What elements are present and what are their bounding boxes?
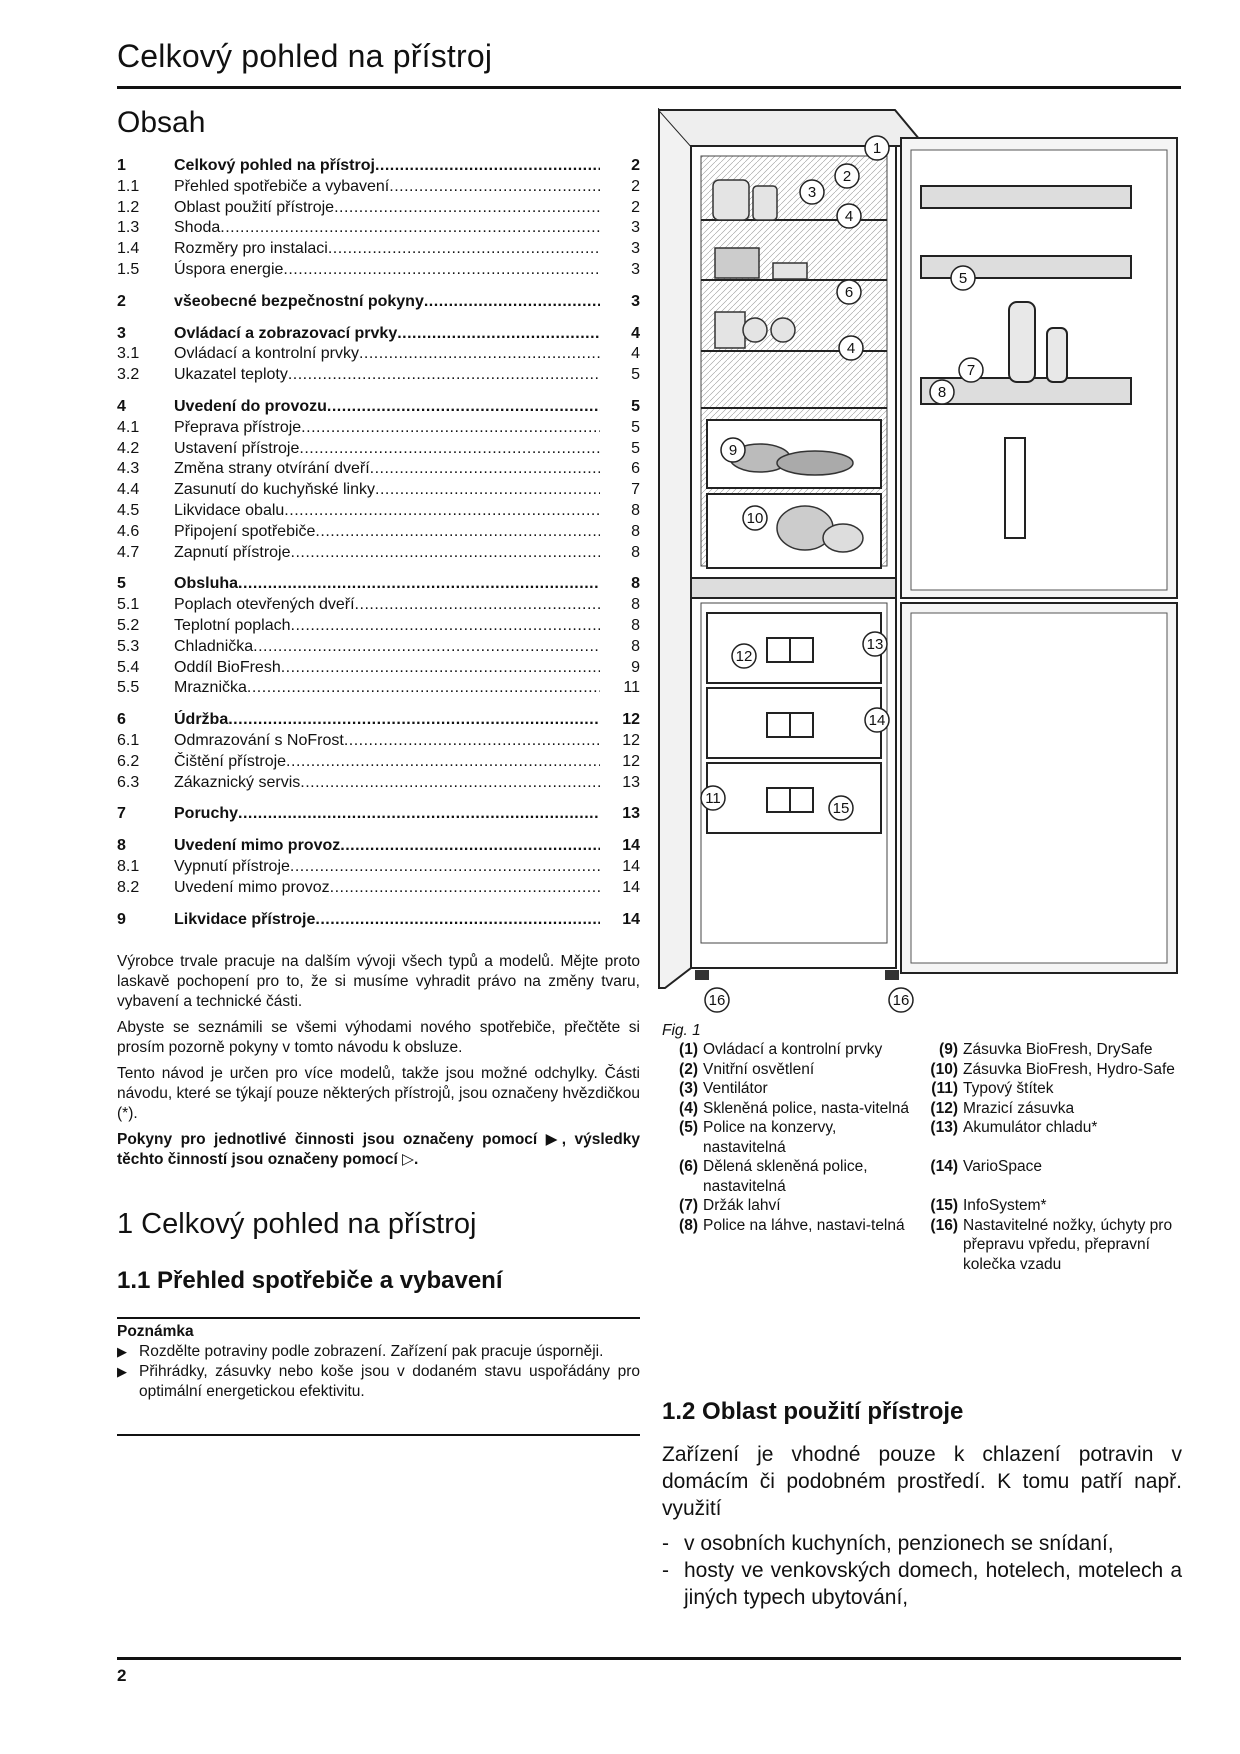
- legend-number: (16): [930, 1216, 958, 1234]
- toc-entry-number: 1.1: [117, 177, 140, 195]
- toc-entry: [117, 678, 640, 699]
- legend-text: VarioSpace: [963, 1158, 1042, 1175]
- toc-leader-dots: [228, 710, 600, 731]
- toc-entry: [117, 501, 640, 522]
- toc-entry-number: 6: [117, 711, 126, 729]
- section-1-heading: 1 Celkový pohled na přístroj: [117, 1208, 477, 1240]
- toc-entry: [117, 595, 640, 616]
- callout-16b: [889, 988, 913, 1012]
- toc-entry-page: 8: [631, 522, 640, 540]
- note-title: Poznámka: [117, 1323, 194, 1340]
- legend-text: Skleněná police, nasta-vitelná: [703, 1099, 909, 1117]
- toc-entry-label: Údržba: [174, 711, 229, 729]
- legend-number: (4): [679, 1099, 698, 1117]
- fridge-door: [901, 138, 1177, 973]
- legend-row: [662, 1060, 1182, 1080]
- callout-12: [732, 644, 756, 668]
- toc-entry-number: 4.6: [117, 522, 140, 540]
- toc-entry-label: Likvidace přístroje: [174, 910, 316, 928]
- toc-entry-label: Čištění přístroje: [174, 752, 287, 770]
- toc-entry: [117, 857, 640, 878]
- toc-leader-dots: [315, 522, 600, 543]
- legend-number: (6): [679, 1158, 698, 1175]
- toc-entry: [117, 480, 640, 501]
- intro-paragraph: Tento návod je určen pro více modelů, takže jsou možné odchylky. Části návodu, které se týkají pouze některých přístrojů, jsou označeny hvězdičkou (*).: [117, 1065, 640, 1122]
- toc-entry-page: 8: [631, 596, 640, 614]
- toc-entry-number: 2: [117, 292, 126, 310]
- toc-leader-dots: [238, 574, 600, 595]
- toc-entry-number: 7: [117, 805, 126, 823]
- toc-leader-dots: [375, 156, 600, 177]
- toc-entry-number: 5.4: [117, 658, 140, 676]
- legend-number: (2): [679, 1060, 698, 1078]
- toc-entry-page: 3: [631, 240, 640, 258]
- toc-entry-page: 8: [631, 575, 640, 593]
- legend-text: Vnitřní osvětlení: [703, 1060, 815, 1078]
- svg-text:4: 4: [846, 340, 856, 357]
- toc-entry-number: 3.2: [117, 366, 140, 384]
- toc-entry-page: 4: [631, 345, 640, 363]
- toc-entry-label: Poruchy: [174, 805, 239, 823]
- section-1-1-heading: 1.1 Přehled spotřebiče a vybavení: [117, 1267, 503, 1294]
- callout-14: [865, 708, 889, 732]
- toc-entry-number: 1.3: [117, 219, 140, 237]
- toc-entry-label: Ovládací a zobrazovací prvky: [174, 324, 398, 342]
- toc-leader-dots: [389, 177, 600, 198]
- svg-text:15: 15: [832, 800, 850, 817]
- toc-entry-label: Zapnutí přístroje: [174, 543, 291, 561]
- toc-entry: [117, 156, 640, 177]
- toc-entry-page: 5: [631, 366, 640, 384]
- toc-entry-page: 11: [623, 679, 640, 697]
- toc-entry-label: Uvedení do provozu: [174, 397, 327, 415]
- callout-8: [930, 380, 954, 404]
- legend-number: (11): [931, 1080, 958, 1097]
- toc-entry: [117, 836, 640, 857]
- callout-3: [800, 180, 824, 204]
- toc-entry-number: 1.5: [117, 260, 140, 278]
- callout-4b: [839, 336, 863, 360]
- toc-leader-dots: [328, 239, 600, 260]
- legend-text: Typový štítek: [963, 1080, 1054, 1097]
- toc-entry: [117, 177, 640, 198]
- toc-entry-number: 5.1: [117, 596, 140, 614]
- toc-entry-page: 8: [631, 543, 640, 561]
- toc-leader-dots: [238, 804, 600, 825]
- toc-entry-label: Celkový pohled na přístroj: [174, 157, 375, 174]
- dash-bullet: -: [662, 1532, 669, 1555]
- toc-entry: [117, 543, 640, 564]
- toc-entry-label: Zasunutí do kuchyňské linky: [174, 481, 375, 499]
- toc-entry-label: Uvedení mimo provoz: [174, 878, 330, 896]
- toc-entry: [117, 658, 640, 679]
- callout-4: [837, 204, 861, 228]
- toc-entry-page: 13: [622, 805, 640, 823]
- toc-entry-label: Připojení spotřebiče: [174, 522, 316, 540]
- svg-text:1: 1: [872, 140, 882, 157]
- toc-entry: [117, 804, 640, 825]
- toc-leader-dots: [355, 595, 600, 616]
- toc-leader-dots: [327, 397, 600, 418]
- legend-text: Zásuvka BioFresh, DrySafe: [963, 1041, 1153, 1058]
- toc-entry-number: 1.4: [117, 240, 140, 258]
- toc-entry-page: 2: [631, 157, 640, 174]
- toc-leader-dots: [340, 836, 600, 857]
- toc-entry-page: 8: [631, 501, 640, 519]
- legend-number: (12): [930, 1099, 958, 1117]
- svg-text:7: 7: [966, 362, 976, 379]
- toc-entry-label: Odmrazování s NoFrost: [174, 731, 344, 749]
- note-item: [117, 1362, 640, 1402]
- action-arrow-icon: ▶: [117, 1344, 127, 1359]
- svg-text:8: 8: [937, 384, 947, 401]
- toc-entry: [117, 731, 640, 752]
- toc-leader-dots: [334, 198, 600, 219]
- toc-title: Obsah: [117, 106, 206, 139]
- callout-15: [829, 796, 853, 820]
- legend-row: [662, 1157, 1182, 1196]
- legend-number: (9): [939, 1041, 958, 1058]
- toc-leader-dots: [315, 910, 600, 931]
- toc-entry-page: 14: [622, 837, 640, 855]
- toc-entry-number: 8.1: [117, 857, 140, 875]
- legend-number: (3): [679, 1080, 698, 1097]
- toc-entry: [117, 418, 640, 439]
- toc-entry-label: Obsluha: [174, 575, 239, 593]
- toc-entry-label: Chladnička: [174, 637, 254, 655]
- toc-entry-page: 14: [622, 910, 640, 928]
- toc-entry-label: Ukazatel teploty: [174, 366, 288, 384]
- table-of-contents: [117, 156, 640, 930]
- toc-entry-page: 2: [631, 177, 640, 195]
- legend-text: Nastavitelné nožky, úchyty pro přepravu vpředu, přepravní kolečka vzadu: [963, 1216, 1173, 1273]
- toc-entry-number: 4.1: [117, 418, 140, 436]
- legend-text: InfoSystem*: [963, 1197, 1047, 1214]
- svg-text:5: 5: [958, 270, 968, 287]
- callout-9: [721, 438, 745, 462]
- svg-text:10: 10: [746, 510, 764, 527]
- toc-entry: [117, 239, 640, 260]
- toc-entry-label: Poplach otevřených dveří: [174, 596, 355, 614]
- intro-paragraph: Pokyny pro jednotlivé činnosti jsou označeny pomocí ▶, výsledky těchto činností jsou označeny pomocí ▷.: [117, 1131, 640, 1168]
- toc-entry: [117, 773, 640, 794]
- toc-entry-page: 3: [631, 219, 640, 237]
- toc-entry-number: 3.1: [117, 345, 140, 363]
- toc-entry-page: 12: [622, 752, 640, 770]
- legend-text: Zásuvka BioFresh, Hydro-Safe: [963, 1060, 1175, 1078]
- toc-entry-label: Uvedení mimo provoz: [174, 837, 341, 855]
- toc-entry-label: Ustavení přístroje: [174, 439, 300, 457]
- action-arrow-icon: ▶: [117, 1364, 127, 1379]
- legend-number: (14): [930, 1158, 958, 1175]
- toc-entry: [117, 910, 640, 931]
- legend-text: Police na láhve, nastavi-telná: [703, 1216, 905, 1234]
- toc-leader-dots: [330, 878, 600, 899]
- toc-entry-number: 1: [117, 157, 126, 174]
- toc-entry: [117, 710, 640, 731]
- toc-entry-number: 5: [117, 575, 126, 593]
- toc-entry-page: 9: [631, 658, 640, 676]
- toc-leader-dots: [424, 292, 600, 313]
- toc-entry-page: 8: [631, 616, 640, 634]
- legend-number: (8): [679, 1216, 698, 1234]
- section-1-2-paragraph: Zařízení je vhodné pouze k chlazení potravin v domácím či podobném prostředí. K tomu patří např. využití: [662, 1443, 1182, 1520]
- toc-entry-label: Rozměry pro instalaci: [174, 240, 328, 258]
- toc-entry-page: 4: [631, 324, 640, 342]
- toc-entry: [117, 459, 640, 480]
- toc-entry-number: 5.3: [117, 637, 140, 655]
- legend-row: [662, 1079, 1182, 1099]
- svg-text:14: 14: [868, 712, 886, 729]
- toc-entry: [117, 752, 640, 773]
- toc-leader-dots: [344, 731, 600, 752]
- toc-entry: [117, 292, 640, 313]
- toc-leader-dots: [286, 752, 600, 773]
- toc-entry-label: Oddíl BioFresh: [174, 658, 281, 676]
- toc-leader-dots: [300, 773, 600, 794]
- callout-7: [959, 358, 983, 382]
- toc-entry: [117, 637, 640, 658]
- note-item-text: Přihrádky, zásuvky nebo koše jsou v dodaném stavu uspořádány pro optimální energetickou efektivitu.: [139, 1363, 640, 1400]
- toc-entry: [117, 574, 640, 595]
- toc-leader-dots: [370, 459, 600, 480]
- toc-entry-page: 5: [631, 439, 640, 457]
- toc-entry: [117, 324, 640, 345]
- svg-text:3: 3: [807, 184, 817, 201]
- legend-number: (15): [930, 1197, 958, 1214]
- note-item: [117, 1342, 640, 1362]
- toc-entry-page: 5: [631, 418, 640, 436]
- toc-entry-page: 14: [622, 857, 640, 875]
- svg-text:12: 12: [735, 648, 753, 665]
- footer-rule: [117, 1657, 1181, 1660]
- toc-entry-label: Ovládací a kontrolní prvky: [174, 345, 359, 363]
- legend-number: (13): [930, 1119, 958, 1136]
- toc-leader-dots: [397, 324, 600, 345]
- intro-paragraph: Abyste se seznámili se všemi výhodami nového spotřebiče, přečtěte si prosím pozorně pokyny v tomto návodu k obsluze.: [117, 1019, 640, 1056]
- toc-entry-label: Shoda: [174, 219, 221, 237]
- legend-number: (10): [930, 1060, 958, 1078]
- legend-number: (5): [679, 1119, 698, 1136]
- toc-entry: [117, 616, 640, 637]
- toc-entry-number: 3: [117, 324, 126, 342]
- toc-entry-number: 5.2: [117, 616, 140, 634]
- svg-text:4: 4: [844, 208, 854, 225]
- note-top-rule: [117, 1317, 640, 1319]
- toc-leader-dots: [359, 344, 600, 365]
- toc-entry-label: Oblast použití přístroje: [174, 198, 335, 216]
- toc-entry-page: 12: [622, 711, 640, 729]
- page-number: 2: [117, 1666, 127, 1685]
- toc-leader-dots: [291, 616, 600, 637]
- toc-leader-dots: [220, 218, 600, 239]
- legend-number: (1): [679, 1041, 698, 1058]
- legend-text: Ventilátor: [703, 1080, 768, 1097]
- note-bottom-rule: [117, 1434, 640, 1436]
- toc-leader-dots: [301, 418, 600, 439]
- toc-entry-page: 3: [631, 260, 640, 278]
- legend-text: Mrazicí zásuvka: [963, 1099, 1075, 1117]
- legend-text: Dělená skleněná police, nastavitelná: [703, 1158, 868, 1195]
- toc-entry: [117, 439, 640, 460]
- toc-leader-dots: [288, 365, 600, 386]
- intro-text: [117, 952, 640, 1176]
- toc-entry: [117, 260, 640, 281]
- fridge-freezer-figure: [655, 108, 1182, 1018]
- toc-entry-number: 4.5: [117, 501, 140, 519]
- callout-13: [863, 632, 887, 656]
- dash-bullet: -: [662, 1559, 669, 1582]
- toc-leader-dots: [290, 857, 600, 878]
- toc-entry-label: Vypnutí přístroje: [174, 857, 290, 875]
- toc-entry-number: 8.2: [117, 878, 140, 896]
- toc-entry-number: 4.4: [117, 481, 140, 499]
- legend-row: [662, 1040, 1182, 1060]
- toc-entry-page: 8: [631, 637, 640, 655]
- legend-number: (7): [679, 1197, 698, 1214]
- toc-entry-number: 6.3: [117, 773, 140, 791]
- toc-entry-page: 2: [631, 198, 640, 216]
- toc-entry-number: 6.2: [117, 752, 140, 770]
- toc-entry-number: 4.3: [117, 460, 140, 478]
- callout-16a: [705, 988, 729, 1012]
- toc-entry-page: 3: [631, 292, 640, 310]
- header-rule: [117, 86, 1181, 89]
- svg-text:9: 9: [728, 442, 738, 459]
- toc-entry-label: Likvidace obalu: [174, 501, 285, 519]
- note-item-text: Rozdělte potraviny podle zobrazení. Zařízení pak pracuje úsporněji.: [139, 1343, 604, 1360]
- toc-entry-number: 1.2: [117, 198, 140, 216]
- toc-leader-dots: [281, 658, 600, 679]
- toc-entry-label: všeobecné bezpečnostní pokyny: [174, 292, 424, 310]
- svg-text:16: 16: [892, 992, 910, 1009]
- callout-6: [837, 280, 861, 304]
- svg-text:6: 6: [844, 284, 854, 301]
- toc-entry-number: 6.1: [117, 731, 140, 749]
- list-item: [662, 1530, 1182, 1557]
- toc-leader-dots: [247, 678, 600, 699]
- toc-entry-page: 7: [631, 481, 640, 499]
- svg-text:13: 13: [866, 636, 884, 653]
- legend-text: Police na konzervy, nastavitelná: [703, 1119, 837, 1156]
- toc-entry-page: 5: [631, 397, 640, 415]
- toc-entry-page: 12: [622, 731, 640, 749]
- toc-entry-number: 4.7: [117, 543, 140, 561]
- toc-entry: [117, 365, 640, 386]
- toc-entry-label: Mraznička: [174, 679, 247, 697]
- toc-entry: [117, 344, 640, 365]
- toc-leader-dots: [283, 260, 600, 281]
- legend-row: [662, 1216, 1182, 1275]
- toc-entry-label: Úspora energie: [174, 260, 284, 278]
- callout-5: [951, 266, 975, 290]
- toc-leader-dots: [299, 439, 600, 460]
- toc-entry: [117, 198, 640, 219]
- toc-entry-page: 6: [631, 460, 640, 478]
- toc-entry-page: 14: [622, 878, 640, 896]
- toc-entry-number: 9: [117, 910, 126, 928]
- toc-entry-label: Přehled spotřebiče a vybavení: [174, 177, 390, 195]
- legend-row: [662, 1118, 1182, 1157]
- toc-entry-label: Změna strany otvírání dveří: [174, 460, 370, 478]
- svg-text:2: 2: [842, 168, 852, 185]
- toc-entry: [117, 522, 640, 543]
- page-header-title: Celkový pohled na přístroj: [117, 38, 493, 74]
- list-item: [662, 1557, 1182, 1611]
- list-item-text: hosty ve venkovských domech, hotelech, motelech a jiných typech ubytování,: [684, 1559, 1182, 1609]
- callout-11: [701, 786, 725, 810]
- intro-paragraph: Výrobce trvale pracuje na dalším vývoji všech typů a modelů. Mějte proto laskavě pochopení pro to, že si musíme vyhradit právo na změny tvaru, vybavení a technické části.: [117, 953, 640, 1010]
- list-item-text: v osobních kuchyních, penzionech se snídaní,: [684, 1532, 1114, 1555]
- callout-10: [743, 506, 767, 530]
- toc-leader-dots: [253, 637, 600, 658]
- callout-1: [865, 136, 889, 160]
- legend-text: Ovládací a kontrolní prvky: [703, 1041, 883, 1058]
- figure-caption: Fig. 1: [662, 1022, 701, 1039]
- legend-row: [662, 1099, 1182, 1119]
- note-box: [117, 1322, 640, 1402]
- legend-text: Akumulátor chladu*: [963, 1119, 1098, 1136]
- figure-legend: [662, 1040, 1182, 1274]
- toc-entry-number: 4.2: [117, 439, 140, 457]
- toc-entry: [117, 397, 640, 418]
- legend-row: [662, 1196, 1182, 1216]
- callout-2: [835, 164, 859, 188]
- toc-entry-label: Zákaznický servis: [174, 773, 301, 791]
- toc-entry-number: 4: [117, 397, 126, 415]
- toc-leader-dots: [375, 480, 600, 501]
- toc-entry: [117, 878, 640, 899]
- toc-entry-number: 8: [117, 837, 126, 855]
- section-1-2-body: [662, 1441, 1182, 1611]
- toc-entry-number: 5.5: [117, 679, 140, 697]
- toc-entry-label: Přeprava přístroje: [174, 418, 302, 436]
- toc-entry: [117, 218, 640, 239]
- svg-text:11: 11: [705, 790, 721, 807]
- adjustable-feet: [695, 970, 899, 980]
- toc-leader-dots: [291, 543, 601, 564]
- toc-leader-dots: [284, 501, 600, 522]
- fridge-body: [659, 110, 925, 988]
- svg-text:16: 16: [708, 992, 726, 1009]
- section-1-2-heading: 1.2 Oblast použití přístroje: [662, 1398, 964, 1425]
- legend-text: Držák lahví: [703, 1197, 781, 1214]
- toc-entry-label: Teplotní poplach: [174, 616, 291, 634]
- toc-entry-page: 13: [622, 773, 640, 791]
